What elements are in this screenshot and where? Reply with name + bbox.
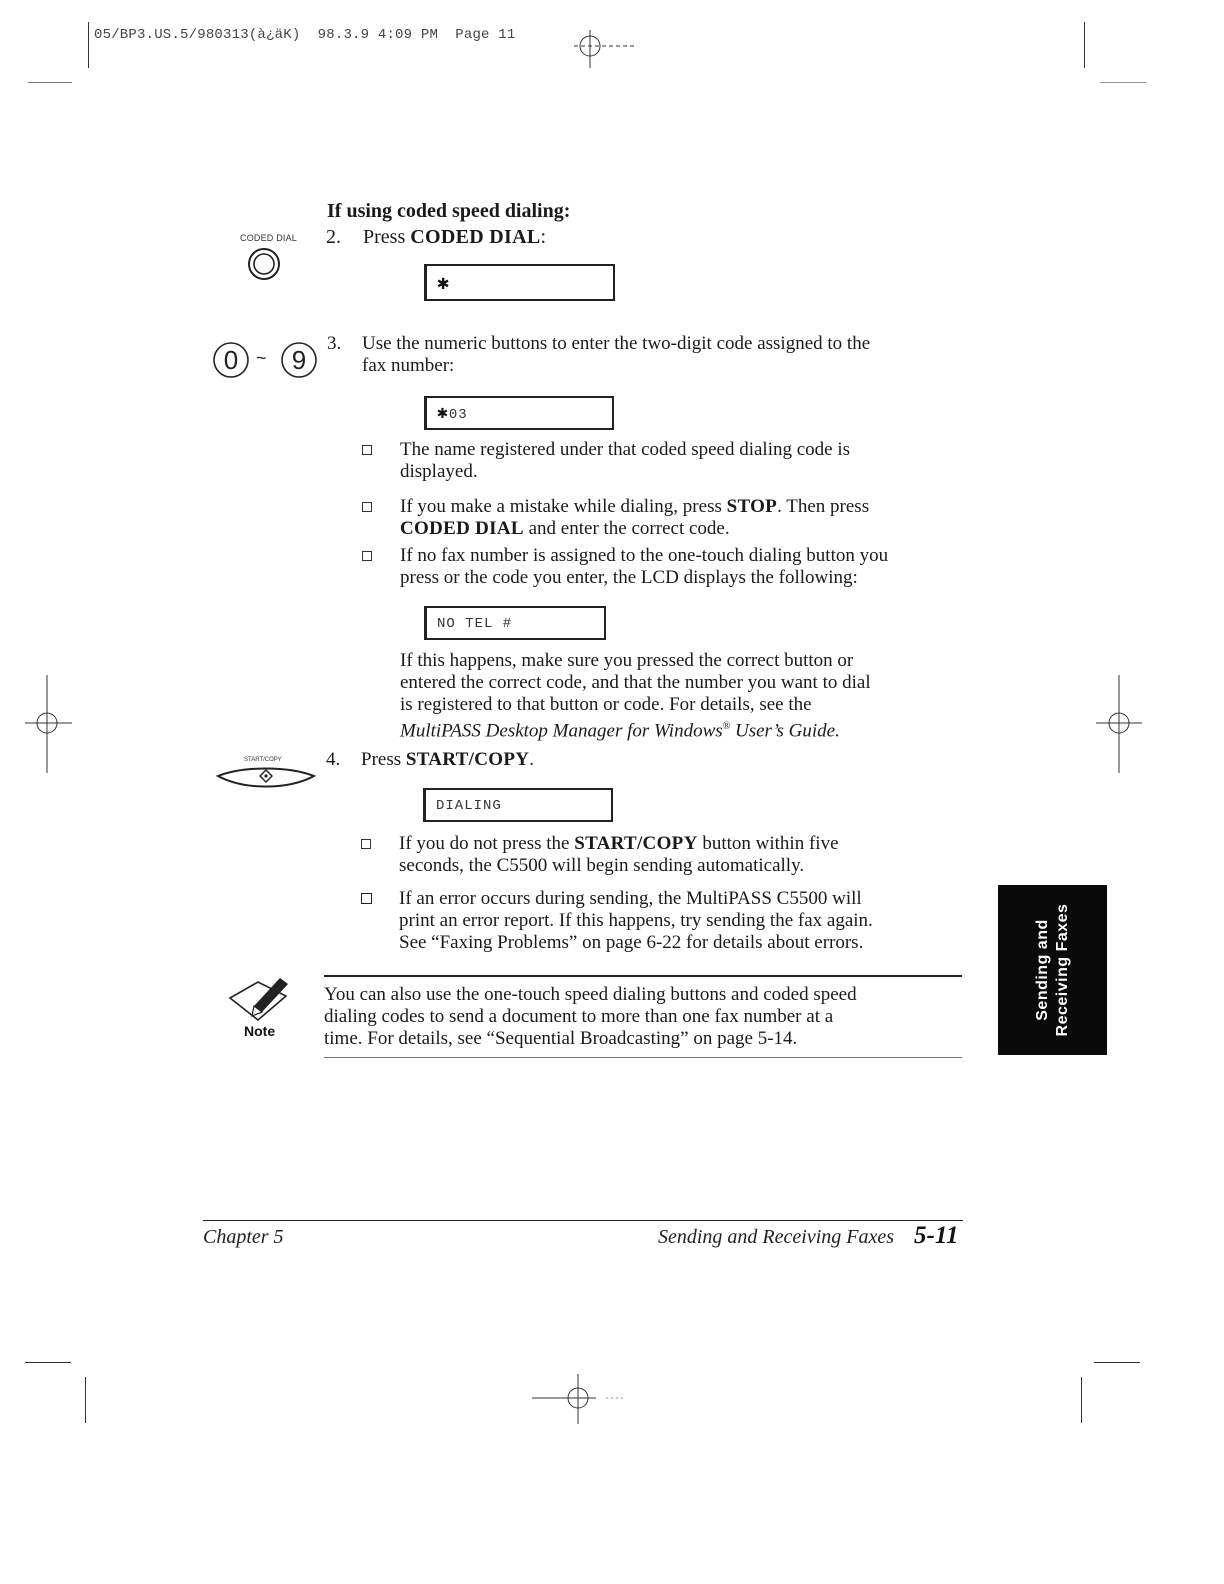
lcd-display-asterisk xyxy=(424,264,615,301)
step-3-line-2: fax number: xyxy=(362,355,455,376)
step-4-text-after: . xyxy=(529,749,535,770)
coded-dial-button-icon xyxy=(246,246,282,282)
crop-mark-bottom-left-h xyxy=(25,1362,71,1363)
coded-dial-label: CODED DIAL xyxy=(240,233,298,243)
note-top-rule xyxy=(324,975,962,977)
step-2-keyword: CODED DIAL xyxy=(410,226,541,248)
lcd-no-tel-text: NO TEL # xyxy=(437,616,513,632)
step-4-bullet-2-line-2: print an error report. If this happens, try sending the fax again. xyxy=(399,910,873,931)
start-copy-keyword: START/COPY xyxy=(405,749,530,770)
note-line-1: You can also use the one-touch speed dialing buttons and coded speed xyxy=(324,984,857,1005)
step-4-bullet-2-line-1: If an error occurs during sending, the MultiPASS C5500 will xyxy=(399,888,862,909)
lcd-asterisk-text: ✱ xyxy=(437,273,451,296)
footer-title: Sending and Receiving Faxes xyxy=(658,1226,895,1248)
step-4-text xyxy=(361,749,534,771)
bullet-marker xyxy=(361,893,372,904)
footer-rule xyxy=(203,1220,963,1221)
step-2-text-after: : xyxy=(540,226,547,248)
step-3-bullet-3-line-2: press or the code you enter, the LCD displays the following: xyxy=(400,567,858,588)
key-zero-label: 0 xyxy=(223,345,239,375)
crop-mark-top-left xyxy=(88,22,89,68)
lcd-display-no-tel xyxy=(424,606,606,640)
footer-chapter: Chapter 5 xyxy=(203,1226,284,1248)
print-slug: 05/BP3.US.5/980313(à¿äK) 98.3.9 4:09 PM Page 11 xyxy=(94,27,516,43)
chapter-side-tab xyxy=(998,885,1107,1055)
step-3-number: 3. xyxy=(327,333,342,354)
crop-mark-top-left-h xyxy=(28,82,72,83)
key-nine-label: 9 xyxy=(291,345,307,375)
followup-guide-title xyxy=(400,716,840,742)
note-bottom-rule xyxy=(324,1057,962,1058)
start-copy-button-icon xyxy=(214,764,318,794)
note-label: Note xyxy=(244,1023,276,1039)
crop-mark-bottom-left xyxy=(85,1377,86,1423)
step-2-text xyxy=(363,226,546,248)
registration-mark-right xyxy=(1092,675,1146,775)
note-pencil-icon xyxy=(226,976,292,1024)
registration-mark-left xyxy=(22,675,76,775)
step-4-bullet-1-line-1 xyxy=(399,833,839,855)
bullet-2-text-a: If you make a mistake while dialing, press xyxy=(400,496,727,517)
step-4-bullet-1-b: button within five xyxy=(697,833,839,854)
stop-keyword: STOP xyxy=(726,496,778,517)
bullet-2-text-b: . Then press xyxy=(777,496,870,517)
note-line-2: dialing codes to send a document to more than one fax number at a xyxy=(324,1006,834,1027)
followup-line-3: is registered to that button or code. For details, see the xyxy=(400,694,812,715)
step-4-bullet-1-line-2: seconds, the C5500 will begin sending automatically. xyxy=(399,855,805,876)
followup-line-2: entered the correct code, and that the number you want to dial xyxy=(400,672,871,693)
bullet-marker xyxy=(361,839,371,849)
lcd-display-dialing xyxy=(423,788,613,822)
start-copy-keyword-2: START/COPY xyxy=(574,833,698,854)
lcd-dialing-text: DIALING xyxy=(436,798,502,814)
side-tab-text xyxy=(1033,885,1073,1055)
side-tab-line-2: Receiving Faxes xyxy=(1053,903,1071,1037)
lcd-display-code-entry xyxy=(424,396,614,430)
registration-mark-top xyxy=(568,28,638,78)
range-tilde: ~ xyxy=(256,348,267,368)
lcd-code-digits: 03 xyxy=(448,407,468,423)
lcd-code-star: ✱ xyxy=(437,404,449,424)
step-3-bullet-2-line-1 xyxy=(400,496,869,518)
crop-mark-bottom-right xyxy=(1081,1377,1082,1423)
side-tab-line-1: Sending and xyxy=(1033,919,1051,1021)
step-4-text-before: Press xyxy=(361,749,406,770)
registration-mark-bottom xyxy=(530,1370,630,1426)
note-line-3: time. For details, see “Sequential Broadcasting” on page 5-14. xyxy=(324,1028,798,1049)
crop-mark-bottom-right-h xyxy=(1094,1362,1140,1363)
coded-dial-keyword: CODED DIAL xyxy=(400,518,524,539)
step-3-bullet-1-line-1: The name registered under that coded speed dialing code is xyxy=(400,439,851,460)
step-4-number: 4. xyxy=(326,749,341,770)
step-3-line-1: Use the numeric buttons to enter the two-digit code assigned to the xyxy=(362,333,871,354)
crop-mark-top-right xyxy=(1084,22,1085,68)
bullet-2-text-c: and enter the correct code. xyxy=(523,518,730,539)
bullet-marker xyxy=(362,445,372,455)
step-3-bullet-2-line-2 xyxy=(400,518,730,540)
followup-line-1: If this happens, make sure you pressed the correct button or xyxy=(400,650,854,671)
footer-page-number: 5-11 xyxy=(914,1222,959,1249)
step-4-bullet-1-a: If you do not press the xyxy=(399,833,575,854)
guide-title: MultiPASS Desktop Manager for Windows xyxy=(400,720,723,742)
step-3-bullet-1-line-2: displayed. xyxy=(400,461,478,482)
step-3-bullet-3-line-1: If no fax number is assigned to the one-touch dialing button you xyxy=(400,545,889,566)
bullet-marker xyxy=(362,502,372,512)
step-2-number: 2. xyxy=(326,226,341,248)
start-copy-label: START/COPY xyxy=(244,757,282,763)
crop-mark-top-right-h xyxy=(1100,82,1146,83)
section-heading: If using coded speed dialing: xyxy=(327,200,571,222)
step-4-bullet-2-line-3: See “Faxing Problems” on page 6-22 for details about errors. xyxy=(399,932,864,953)
guide-trademark: ® xyxy=(722,721,731,732)
step-2-text-before: Press xyxy=(363,226,411,248)
guide-suffix: User’s Guide. xyxy=(730,720,840,742)
bullet-marker xyxy=(362,551,372,561)
